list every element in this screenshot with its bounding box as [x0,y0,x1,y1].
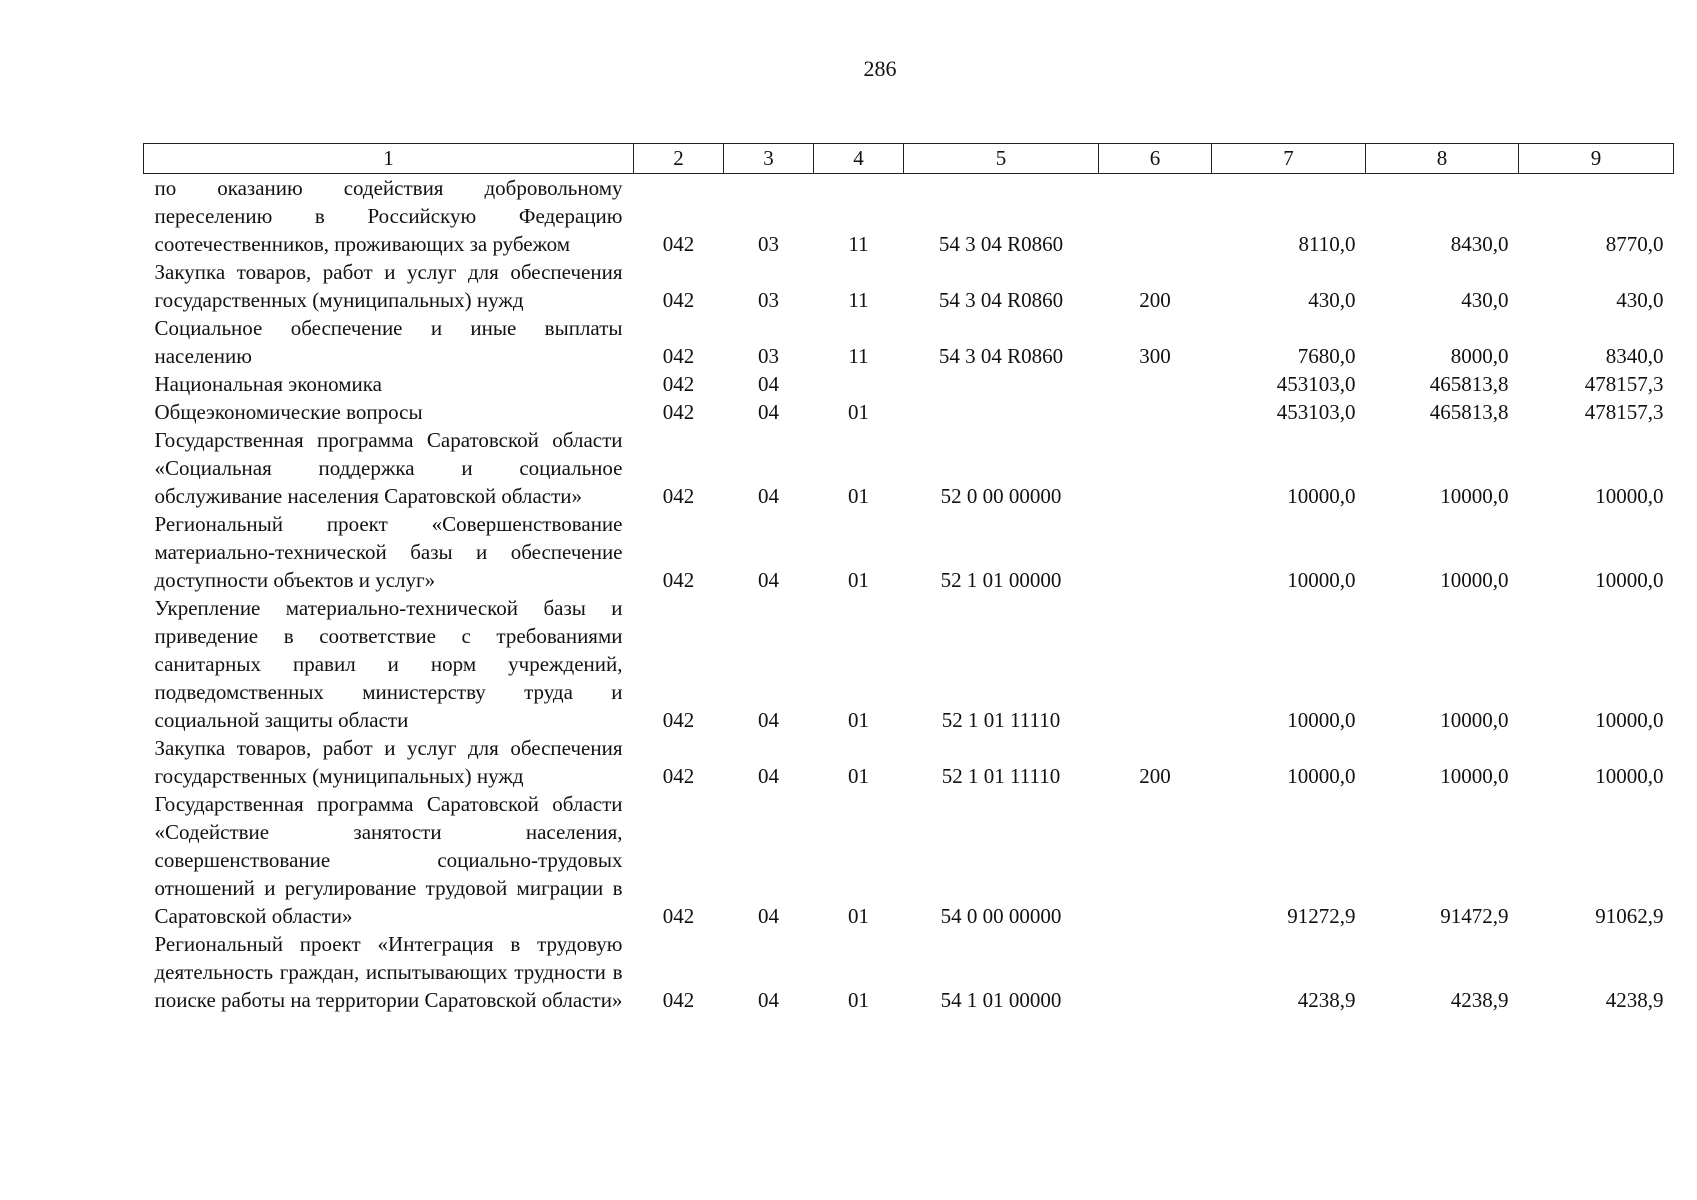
table-row [144,258,1674,314]
subsection-code: 01 [848,484,869,508]
amount-col-9: 10000,0 [1595,568,1664,592]
target-article-code: 52 0 00 00000 [940,484,1062,508]
table-row [144,398,1674,426]
expense-type-code [1099,370,1212,398]
target-article-code [904,398,1099,426]
target-article-code: 54 3 04 R0860 [938,288,1064,312]
row-description: Региональный проект «Совершенствование материально-технической базы и обеспечение доступности объектов и услуг» [154,512,623,592]
amount-col-9: 8770,0 [1605,232,1664,256]
amount-col-8: 10000,0 [1440,484,1509,508]
section-code: 03 [758,344,779,368]
ministry-code: 042 [662,232,695,256]
target-article-code: 54 0 00 00000 [940,904,1062,928]
amount-col-8: 465813,8 [1429,372,1509,396]
section-code: 03 [758,288,779,312]
expense-type-code: 200 [1139,764,1171,788]
row-description: Укрепление материально-технической базы и приведение в соответствие с требованиями санитарных правил и норм учреждений, подведомственных министерству труда и социальной защиты области [154,596,623,732]
amount-col-7: 10000,0 [1287,568,1356,592]
ministry-code: 042 [662,344,695,368]
table-row [144,426,1674,510]
amount-col-8: 10000,0 [1440,708,1509,732]
section-code: 04 [758,708,779,732]
amount-col-8: 8000,0 [1450,344,1509,368]
subsection-code: 11 [848,344,869,368]
ministry-code: 042 [662,764,695,788]
target-article-code: 54 3 04 R0860 [938,232,1064,256]
amount-col-7: 8110,0 [1298,232,1356,256]
subsection-code: 11 [848,288,869,312]
amount-col-9: 10000,0 [1595,764,1664,788]
amount-col-7: 430,0 [1308,288,1356,312]
subsection-code: 01 [848,708,869,732]
amount-col-9: 478157,3 [1584,372,1664,396]
expense-type-code: 200 [1139,288,1171,312]
ministry-code: 042 [662,568,695,592]
ministry-code: 042 [662,484,695,508]
header-cell-4: 4 [814,144,904,174]
section-code: 04 [758,764,779,788]
target-article-code: 54 1 01 00000 [940,988,1062,1012]
amount-col-9: 8340,0 [1605,344,1664,368]
expense-type-code [1099,426,1212,510]
header-row [144,144,1674,174]
section-code: 03 [758,232,779,256]
row-description: Государственная программа Саратовской области «Социальная поддержка и социальное обслуживание населения Саратовской области» [154,428,623,508]
section-code: 04 [758,484,779,508]
table-row [144,314,1674,370]
section-code: 04 [758,904,779,928]
table-row [144,174,1674,259]
expense-type-code [1099,398,1212,426]
amount-col-9: 91062,9 [1595,904,1664,928]
amount-col-8: 91472,9 [1440,904,1509,928]
header-cell-7: 7 [1212,144,1366,174]
target-article-code: 52 1 01 11110 [941,764,1061,788]
header-cell-8: 8 [1366,144,1519,174]
table-row [144,594,1674,734]
ministry-code: 042 [662,708,695,732]
subsection-code: 01 [848,400,869,424]
amount-col-9: 10000,0 [1595,484,1664,508]
amount-col-9: 430,0 [1616,288,1664,312]
amount-col-8: 430,0 [1461,288,1509,312]
page-number: 286 [863,56,897,81]
subsection-code [814,370,904,398]
amount-col-8: 8430,0 [1450,232,1509,256]
header-cell-2: 2 [634,144,724,174]
amount-col-9: 478157,3 [1584,400,1664,424]
target-article-code: 52 1 01 11110 [941,708,1061,732]
header-cell-5: 5 [904,144,1099,174]
table-row [144,790,1674,930]
header-cell-3: 3 [724,144,814,174]
expense-type-code [1099,790,1212,930]
header-cell-9: 9 [1519,144,1674,174]
amount-col-8: 4238,9 [1450,988,1509,1012]
expense-type-code [1099,930,1212,1014]
section-code: 04 [758,988,779,1012]
subsection-code: 01 [848,988,869,1012]
row-description: Закупка товаров, работ и услуг для обеспечения государственных (муниципальных) нужд [154,736,623,788]
amount-col-7: 4238,9 [1297,988,1356,1012]
target-article-code: 54 3 04 R0860 [938,344,1064,368]
table-row [144,734,1674,790]
section-code: 04 [758,372,779,396]
table-row [144,930,1674,1014]
amount-col-7: 453103,0 [1276,400,1356,424]
amount-col-7: 91272,9 [1287,904,1356,928]
ministry-code: 042 [662,288,695,312]
amount-col-9: 4238,9 [1605,988,1664,1012]
row-description: Общеэкономические вопросы [154,400,423,424]
ministry-code: 042 [662,372,695,396]
subsection-code: 01 [848,568,869,592]
table-row [144,510,1674,594]
amount-col-8: 10000,0 [1440,568,1509,592]
amount-col-7: 10000,0 [1287,484,1356,508]
amount-col-7: 453103,0 [1276,372,1356,396]
expense-type-code [1099,510,1212,594]
amount-col-7: 7680,0 [1297,344,1356,368]
subsection-code: 11 [848,232,869,256]
subsection-code: 01 [848,904,869,928]
target-article-code: 52 1 01 00000 [940,568,1062,592]
expense-type-code [1099,174,1212,259]
ministry-code: 042 [662,400,695,424]
row-description: Социальное обеспечение и иные выплаты населению [154,316,623,368]
amount-col-7: 10000,0 [1287,708,1356,732]
amount-col-8: 10000,0 [1440,764,1509,788]
ministry-code: 042 [662,988,695,1012]
row-description: по оказанию содействия добровольному переселению в Российскую Федерацию соотечественников, проживающих за рубежом [154,176,623,256]
amount-col-9: 10000,0 [1595,708,1664,732]
amount-col-7: 10000,0 [1287,764,1356,788]
header-cell-1: 1 [144,144,634,174]
row-description: Закупка товаров, работ и услуг для обеспечения государственных (муниципальных) нужд [154,260,623,312]
amount-col-8: 465813,8 [1429,400,1509,424]
header-cell-6: 6 [1099,144,1212,174]
target-article-code [904,370,1099,398]
row-description: Национальная экономика [154,372,382,396]
section-code: 04 [758,400,779,424]
expense-type-code [1099,594,1212,734]
table-row [144,370,1674,398]
expense-type-code: 300 [1139,344,1171,368]
ministry-code: 042 [662,904,695,928]
row-description: Государственная программа Саратовской области «Содействие занятости населения, совершенствование социально-трудовых отношений и регулирование трудовой миграции в Саратовской области» [154,792,623,928]
section-code: 04 [758,568,779,592]
budget-table [143,143,1674,1014]
row-description: Региональный проект «Интеграция в трудовую деятельность граждан, испытывающих трудности в поиске работы на территории Саратовской области» [154,932,623,1012]
subsection-code: 01 [848,764,869,788]
